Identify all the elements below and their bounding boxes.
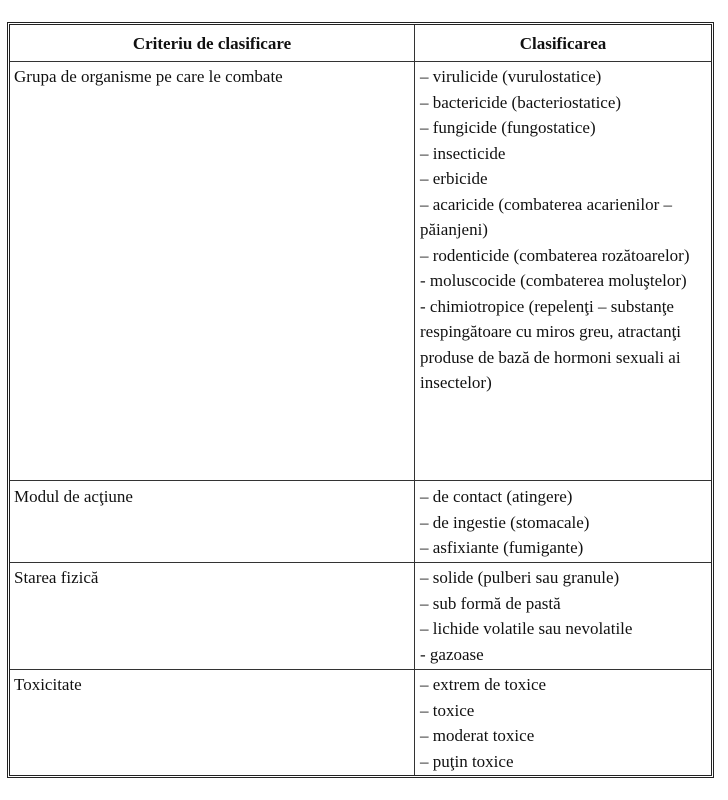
list-item: – de ingestie (stomacale)	[420, 512, 590, 532]
list-item: – asfixiante (fumigante)	[420, 538, 584, 557]
column-divider	[414, 25, 415, 775]
list-item: - moluscocide (combaterea moluştelor)	[420, 271, 687, 290]
list-item: – solide (pulberi sau granule)	[420, 568, 620, 587]
list-item: – lichide volatile sau nevolatile	[420, 619, 633, 638]
list-item: – de contact (atingere)	[420, 487, 573, 506]
list-item: – extrem de toxice	[420, 675, 547, 694]
header-clasificarea: Clasificarea	[519, 34, 607, 53]
list-item: – toxice	[420, 700, 475, 720]
list-item: – insecticide	[420, 143, 506, 163]
list-item: – acaricide (combaterea acarienilor – păianjeni)	[420, 194, 673, 239]
list-organisme	[420, 64, 705, 396]
criterion-organisme: Grupa de organisme pe care le combate	[14, 67, 283, 86]
list-item: - chimiotropice (repelenţi – substanţe respingătoare cu miros greu, atractanţi produse de bază de hormoni sexuali ai insectelor)	[420, 296, 682, 392]
classification-table	[7, 22, 714, 778]
list-item: - gazoase	[420, 644, 484, 664]
list-stare	[420, 565, 705, 667]
row-divider	[10, 669, 711, 670]
header-criteriu: Criteriu de clasificare	[132, 34, 292, 53]
list-item: – moderat toxice	[420, 726, 535, 745]
row-divider	[10, 562, 711, 563]
list-item: – puţin toxice	[420, 751, 514, 771]
header-divider	[10, 61, 711, 62]
list-item: – fungicide (fungostatice)	[420, 118, 596, 137]
list-item: – virulicide (vurulostatice)	[420, 67, 602, 86]
list-item: – rodenticide (combaterea rozătoarelor)	[420, 245, 690, 265]
row-divider	[10, 480, 711, 481]
list-item: – bactericide (bacteriostatice)	[420, 92, 622, 112]
list-item: – erbicide	[420, 169, 488, 188]
criterion-stare: Starea fizică	[14, 568, 99, 587]
list-actiune	[420, 484, 705, 561]
criterion-toxicitate: Toxicitate	[14, 675, 82, 694]
list-item: – sub formă de pastă	[420, 593, 561, 613]
list-toxicitate	[420, 672, 705, 774]
criterion-actiune: Modul de acţiune	[14, 487, 133, 506]
